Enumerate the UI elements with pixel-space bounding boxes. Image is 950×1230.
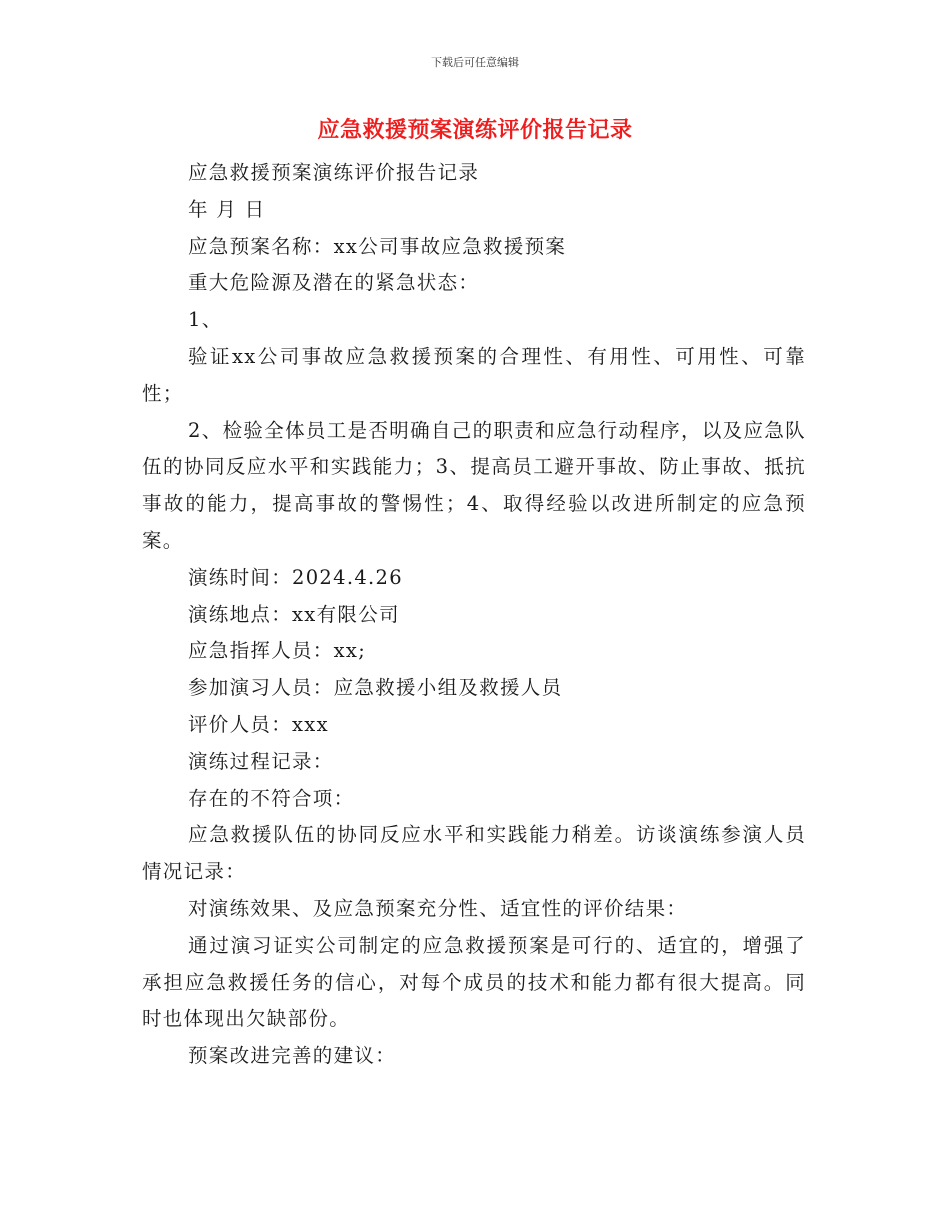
paragraph-nonconformities: 存在的不符合项： bbox=[188, 786, 355, 810]
paragraph-hazard-sources: 重大危险源及潜在的紧急状态： bbox=[188, 271, 480, 295]
paragraph-drill-location: 演练地点：xx有限公司 bbox=[188, 602, 400, 626]
paragraph-evaluation-result: 通过演习证实公司制定的应急救援预案是可行的、适宜的，增强了承担应急救援任务的信心，对每个成员的技术和能力都有很大提高。同时也体现出欠缺部份。 bbox=[142, 933, 806, 1031]
paragraph-date: 年 月 日 bbox=[188, 197, 266, 221]
header-note: 下载后可任意编辑 bbox=[431, 56, 519, 69]
paragraph-item-1: 1、 bbox=[188, 308, 223, 332]
paragraph-subtitle: 应急救援预案演练评价报告记录 bbox=[188, 161, 480, 184]
paragraph-objectives: 2、检验全体员工是否明确自己的职责和应急行动程序，以及应急队伍的协同反应水平和实践能力；3、提高员工避开事故、防止事故、抵抗事故的能力，提高事故的警惕性；4、取得经验以改进所制定的应急预案。 bbox=[142, 418, 806, 552]
paragraph-plan-name: 应急预案名称：xx公司事故应急救援预案 bbox=[188, 234, 567, 258]
document-title: 应急救援预案演练评价报告记录 bbox=[317, 117, 633, 143]
paragraph-evaluators: 评价人员：xxx bbox=[188, 712, 329, 736]
paragraph-drill-time: 演练时间：2024.4.26 bbox=[188, 565, 403, 589]
paragraph-participants: 参加演习人员：应急救援小组及救援人员 bbox=[188, 676, 563, 700]
paragraph-evaluation-heading: 对演练效果、及应急预案充分性、适宜性的评价结果： bbox=[188, 896, 688, 920]
paragraph-process-record: 演练过程记录： bbox=[188, 749, 334, 773]
paragraph-verify: 验证xx公司事故应急救援预案的合理性、有用性、可用性、可靠性； bbox=[142, 344, 806, 405]
paragraph-commander: 应急指挥人员：xx; bbox=[188, 639, 367, 663]
paragraph-improvement-suggestions: 预案改进完善的建议： bbox=[188, 1044, 397, 1068]
paragraph-nonconformity-detail: 应急救援队伍的协同反应水平和实践能力稍差。访谈演练参演人员情况记录： bbox=[142, 823, 806, 884]
document-body bbox=[142, 155, 806, 1075]
